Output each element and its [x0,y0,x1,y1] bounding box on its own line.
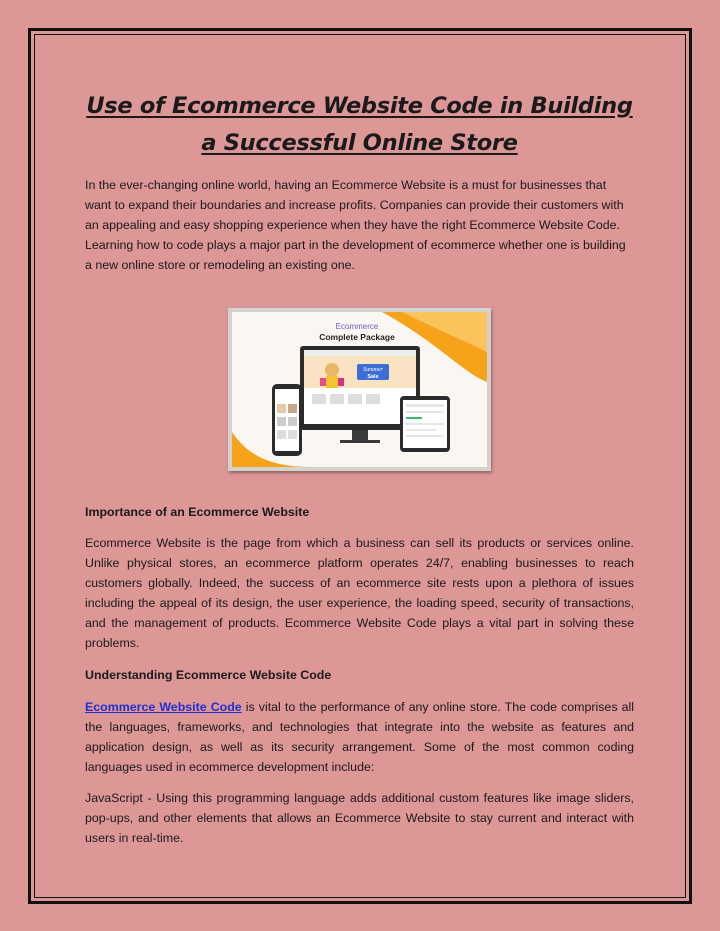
shopping-bag-magenta [338,378,344,386]
product-thumb-4 [366,394,380,404]
monitor-navbar [304,350,416,356]
section-heading-importance: Importance of an Ecommerce Website [85,504,310,519]
monitor-stand [352,430,368,440]
banner-model-head [325,363,339,377]
hero-image [228,308,491,471]
ecommerce-website-code-link[interactable]: Ecommerce Website Code [85,699,242,714]
phone-thumb-5 [277,430,286,439]
badge-line2: Complete Package [319,331,395,342]
tablet-row-3 [406,417,422,419]
hero-image-wrapper [85,308,634,471]
phone-thumb-3 [277,417,286,426]
tablet-row-2 [406,411,444,413]
shopping-bag-pink [320,378,326,386]
product-thumb-3 [348,394,362,404]
section-heading-understanding: Understanding Ecommerce Website Code [85,667,332,682]
tablet-row-5 [406,429,436,431]
importance-paragraph: Ecommerce Website is the page from which a business can sell its products or services online. Unlike physical stores, an ecommerce platform operates 24/7, enabling businesses to reach customers globally. Indeed, the success of an ecommerce site rests upon a plethora of issues including the appeal of its design, the user experience, the loading speed, security of transactions, and the management of products. Ecommerce Website Code plays a vital part in solving these problems. [85,536,634,650]
phone-thumb-4 [288,417,297,426]
sale-line1: Summer [363,366,383,373]
ecommerce-devices-illustration [232,312,487,467]
page-title: Use of Ecommerce Website Code in Building a Successful Online Store [86,93,633,156]
monitor-base [340,440,380,443]
tablet-row-4 [406,423,444,425]
product-thumb-1 [312,394,326,404]
product-thumb-2 [330,394,344,404]
banner-model-body [326,376,338,388]
phone-thumb-2 [288,404,297,413]
javascript-paragraph: JavaScript - Using this programming language adds additional custom features like image sliders, pop-ups, and other elements that allows an Ecommerce Website to stay current and interact with users in real-time. [85,791,634,846]
tablet-row-6 [406,435,444,437]
tablet-row-1 [406,404,444,407]
understanding-paragraph [85,698,634,778]
understanding-paragraph-text: is vital to the performance of any online store. The code comprises all the languages, frameworks, and technologies that integrate into the website as features and application design, as well as its security arrangement. Some of the most common coding languages used in ecommerce development include: [85,699,634,774]
phone-thumb-1 [277,404,286,413]
intro-paragraph: In the ever-changing online world, having an Ecommerce Website is a must for businesses that want to expand their boundaries and increase profits. Companies can provide their customers with an appealing and easy shopping experience when they have the right Ecommerce Website Code. Learning how to code plays a major part in the development of ecommerce whether one is building a new online store or remodeling an existing one. [85,178,626,272]
phone-thumb-6 [288,430,297,439]
sale-line2: Sale [367,373,379,380]
document-body [85,88,634,849]
badge-line1: Ecommerce [335,321,379,331]
